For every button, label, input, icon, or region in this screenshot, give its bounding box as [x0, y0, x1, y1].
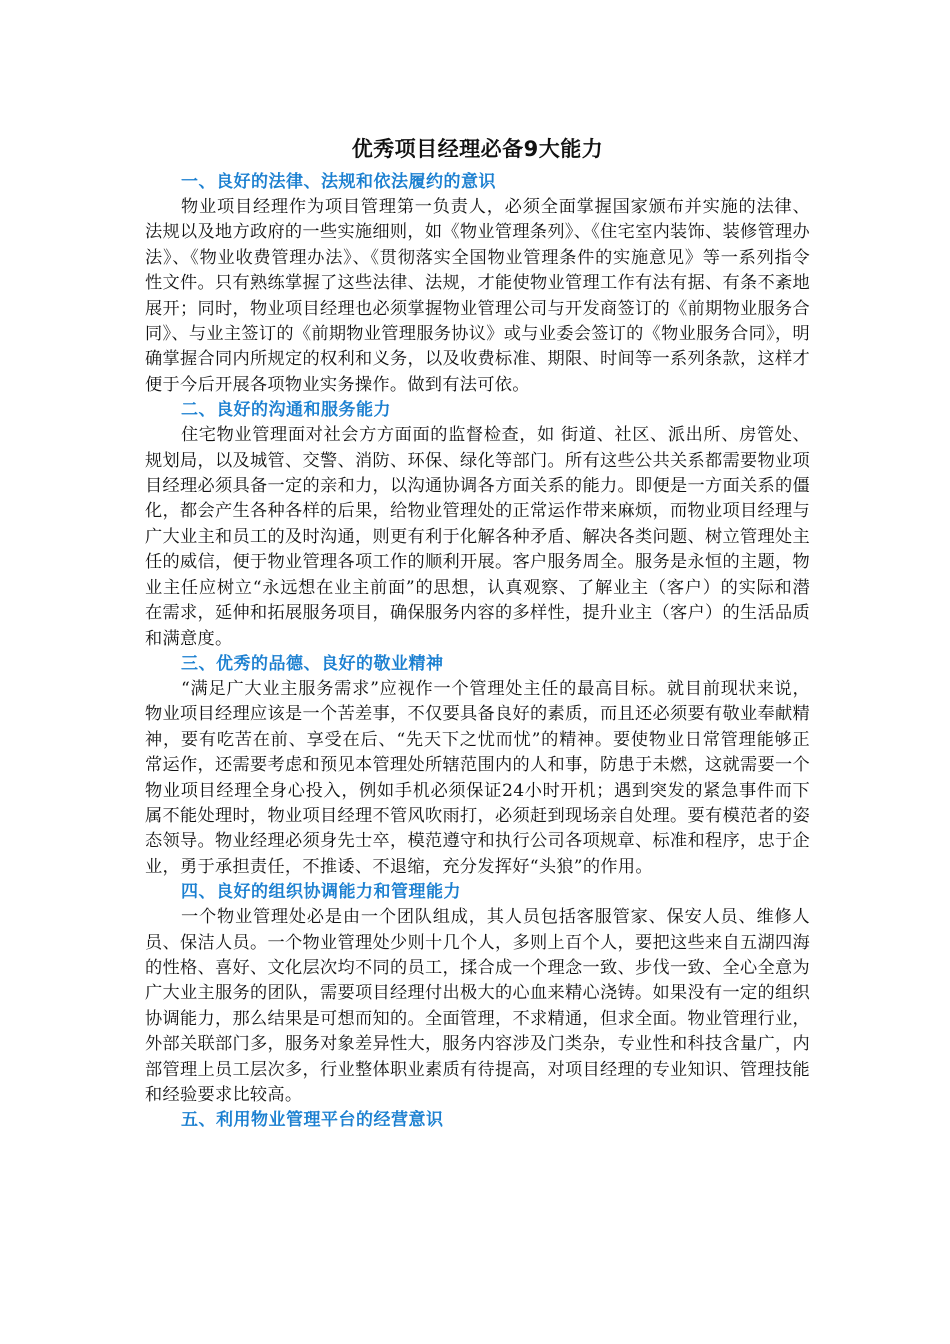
document-page — [145, 132, 810, 1133]
section-1 — [145, 170, 810, 398]
section-heading: 四、良好的组织协调能力和管理能力 — [181, 882, 461, 903]
section-3 — [145, 652, 810, 880]
section-heading: 五、利用物业管理平台的经营意识 — [181, 1110, 444, 1131]
section-paragraph: 物业项目经理作为项目管理第一负责人，必须全面掌握国家颁布并实施的法律、法规以及地方政府的一些实施细则，如《物业管理条列》、《住宅室内装饰、装修管理办法》、《物业收费管理办法》、《贯彻落实全国物业管理条件的实施意见》等一系列指令性文件。只有熟练掌握了这些法律、法规，才能使物业管理工作有法有据、有条不紊地展开；同时，物业项目经理也必须掌握物业管理公司与开发商签订的《前期物业服务合同》、与业主签订的《前期物业管理服务协议》或与业委会签订的《物业服务合同》，明确掌握合同内所规定的权利和义务，以及收费标准、期限、时间等一系列条款，这样才便于今后开展各项物业实务操作。做到有法可依。 — [145, 197, 810, 395]
section-heading: 一、良好的法律、法规和依法履约的意识 — [181, 172, 496, 192]
section-paragraph: 住宅物业管理面对社会方方面面的监督检查，如 街道、社区、派出所、房管处、规划局，以及城管、交警、消防、环保、绿化等部门。所有这些公共关系都需要物业项目经理必须具备一定的亲和力，以沟通协调各方面关系的能力。即便是一方面关系的僵化，都会产生各种各样的后果，给物业管理处的正常运作带来麻烦，而物业项目经理与广大业主和员工的及时沟通，则更有利于化解各种矛盾、解决各类问题、树立管理处主任的威信，便于物业管理各项工作的顺利开展。客户服务周全。服务是永恒的主题，物业主任应树立“永远想在业主前面”的思想，认真观察、了解业主（客户）的实际和潜在需求，延伸和拓展服务项目，确保服务内容的多样性，提升业主（客户）的生活品质和满意度。 — [145, 425, 810, 649]
document-title: 优秀项目经理必备9大能力 — [351, 137, 604, 161]
section-paragraph: “满足广大业主服务需求”应视作一个管理处主任的最高目标。就目前现状来说，物业项目经理应该是一个苦差事，不仅要具备良好的素质，而且还必须要有敬业奉献精神，要有吃苦在前、享受在后、“先天下之忧而忧”的精神。要使物业日常管理能够正常运作，还需要考虑和预见本管理处所辖范围内的人和事，防患于未燃，这就需要一个物业项目经理全身心投入，例如手机必须保证24小时开机；遇到突发的紧急事件而下属不能处理时，物业项目经理不管风吹雨打，必须赶到现场亲自处理。要有模范者的姿态领导。物业经理必须身先士卒，模范遵守和执行公司各项规章、标准和程序，忠于企业，勇于承担责任，不推诿、不退缩，充分发挥好“头狼”的作用。 — [145, 678, 810, 877]
section-paragraph: 一个物业管理处必是由一个团队组成，其人员包括客服管家、保安人员、维修人员、保洁人员。一个物业管理处少则十几个人，多则上百个人，要把这些来自五湖四海的性格、喜好、文化层次均不同的员工，揉合成一个理念一致、步伐一致、全心全意为广大业主服务的团队，需要项目经理付出极大的心血来精心浇铸。如果没有一定的组织协调能力，那么结果是可想而知的。全面管理，不求精通，但求全面。物业管理行业，外部关联部门多，服务对象差异性大，服务内容涉及门类杂，专业性和科技含量广，内部管理上员工层次多，行业整体职业素质有待提高，对项目经理的专业知识、管理技能和经验要求比较高。 — [145, 907, 810, 1105]
section-4 — [145, 880, 810, 1108]
section-5 — [145, 1108, 810, 1133]
section-2 — [145, 398, 810, 652]
section-heading: 三、优秀的品德、良好的敬业精神 — [181, 653, 444, 674]
section-heading: 二、良好的沟通和服务能力 — [181, 400, 391, 421]
